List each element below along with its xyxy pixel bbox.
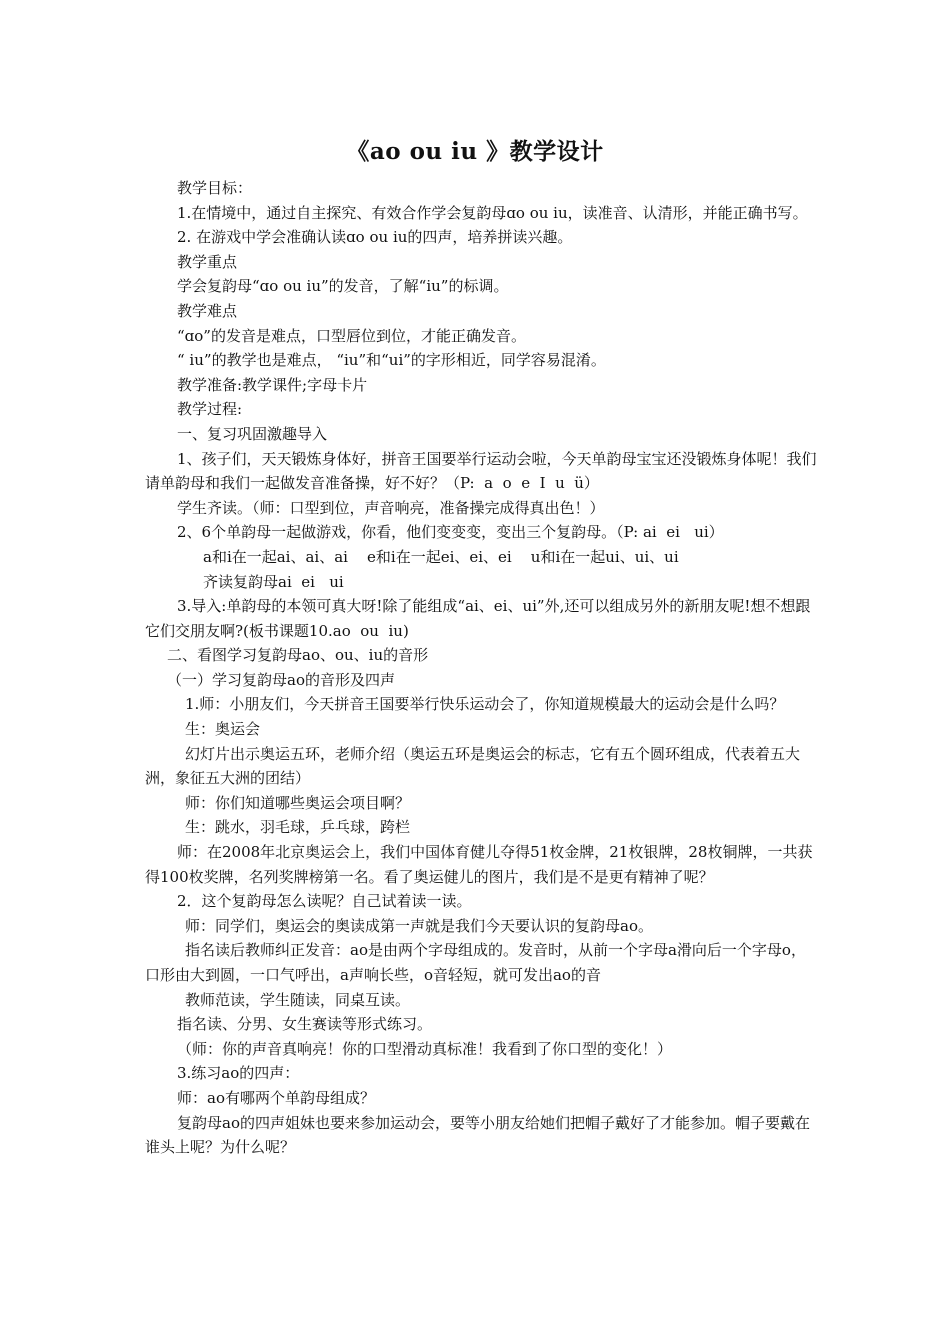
paragraph: 2、6个单韵母一起做游戏，你看，他们变变变，变出三个复韵母。（P: ai ei ui） xyxy=(177,523,724,542)
paragraph: 幻灯片出示奥运五环，老师介绍（奥运五环是奥运会的标志，它有五个圆环组成，代表着五大洲，象征五大洲的团结） xyxy=(145,744,801,788)
paragraph: 复韵母ao的四声姐妹也要来参加运动会，要等小朋友给她们把帽子戴好了才能参加。帽子要戴在谁头上呢？为什么呢？ xyxy=(145,1113,810,1157)
section-heading: 二、看图学习复韵母ao、ou、iu的音形 xyxy=(167,646,429,665)
paragraph: 1、孩子们，天天锻炼身体好，拼音王国要举行运动会啦，今天单韵母宝宝还没锻炼身体呢！我们请单韵母和我们一起做发音准备操，好不好？（P: a o e I u ü） xyxy=(145,449,817,493)
paragraph: 生：跳水，羽毛球，乒乓球，跨栏 xyxy=(185,818,411,837)
paragraph: “ɑo”的发音是难点，口型唇位到位，才能正确发音。 xyxy=(177,326,526,345)
paragraph: 3.导入:单韵母的本领可真大呀!除了能组成“ai、ei、ui”外,还可以组成另外的新朋友呢!想不想跟它们交朋友啊?(板书课题10.ao ou iu) xyxy=(145,597,811,640)
paragraph: 指名读、分男、女生赛读等形式练习。 xyxy=(177,1015,433,1034)
paragraph: 学生齐读。（师：口型到位，声音响亮，准备操完成得真出色！） xyxy=(177,498,605,517)
paragraph: 2. 在游戏中学会准确认读ɑo ou iu的四声，培养拼读兴趣。 xyxy=(177,228,573,247)
paragraph: 教学准备:教学课件;字母卡片 xyxy=(177,375,368,394)
paragraph: （师：你的声音真响亮！你的口型滑动真标准！我看到了你口型的变化！） xyxy=(177,1039,673,1058)
paragraph: 齐读复韵母ai ei ui xyxy=(203,572,344,591)
paragraph: 教学过程: xyxy=(177,400,243,419)
paragraph: 1.在情境中，通过自主探究、有效合作学会复韵母ɑo ou iu，读准音、认清形，并能正确书写。 xyxy=(177,203,808,222)
subsection-heading: （一）学习复韵母ao的音形及四声 xyxy=(167,670,395,689)
paragraph: 2．这个复韵母怎么读呢？自己试着读一读。 xyxy=(177,892,472,911)
document-body xyxy=(145,176,817,1160)
paragraph: 1.师：小朋友们，今天拼音王国要举行快乐运动会了，你知道规模最大的运动会是什么吗？ xyxy=(185,695,785,714)
paragraph: 师：同学们，奥运会的奥读成第一声就是我们今天要认识的复韵母ao。 xyxy=(185,916,653,935)
paragraph: 师：ao有哪两个单韵母组成？ xyxy=(177,1088,375,1107)
paragraph: 教学重点 xyxy=(177,252,238,271)
paragraph: 指名读后教师纠正发音：ao是由两个字母组成的。发音时，从前一个字母a滑向后一个字母o，口形由大到圆，一口气呼出，a声响长些，o音轻短，就可发出ao的音 xyxy=(145,941,806,984)
section-heading: 一、复习巩固激趣导入 xyxy=(177,424,328,443)
paragraph: “ iu”的教学也是难点， “iu”和“ui”的字形相近，同学容易混淆。 xyxy=(177,351,606,370)
paragraph: 教学目标： xyxy=(177,179,253,197)
paragraph: 师：你们知道哪些奥运会项目啊？ xyxy=(185,793,411,812)
paragraph: 师：在2008年北京奥运会上，我们中国体育健儿夺得51枚金牌，21枚银牌，28枚铜牌，一共获得100枚奖牌，名列奖牌榜第一名。看了奥运健儿的图片，我们是不是更有精神了呢？ xyxy=(145,843,813,886)
paragraph: 教学难点 xyxy=(177,301,238,320)
paragraph: a和i在一起ai、ai、ai e和i在一起ei、ei、ei u和i在一起ui、ui、ui xyxy=(203,547,679,566)
paragraph: 教师范读，学生随读，同桌互读。 xyxy=(185,990,411,1009)
paragraph: 3.练习ao的四声： xyxy=(177,1064,300,1083)
paragraph: 生：奥运会 xyxy=(185,720,261,739)
document-title: 《ao ou iu 》教学设计 xyxy=(346,138,604,165)
paragraph: 学会复韵母“ɑo ou iu”的发音，了解“iu”的标调。 xyxy=(177,277,509,296)
